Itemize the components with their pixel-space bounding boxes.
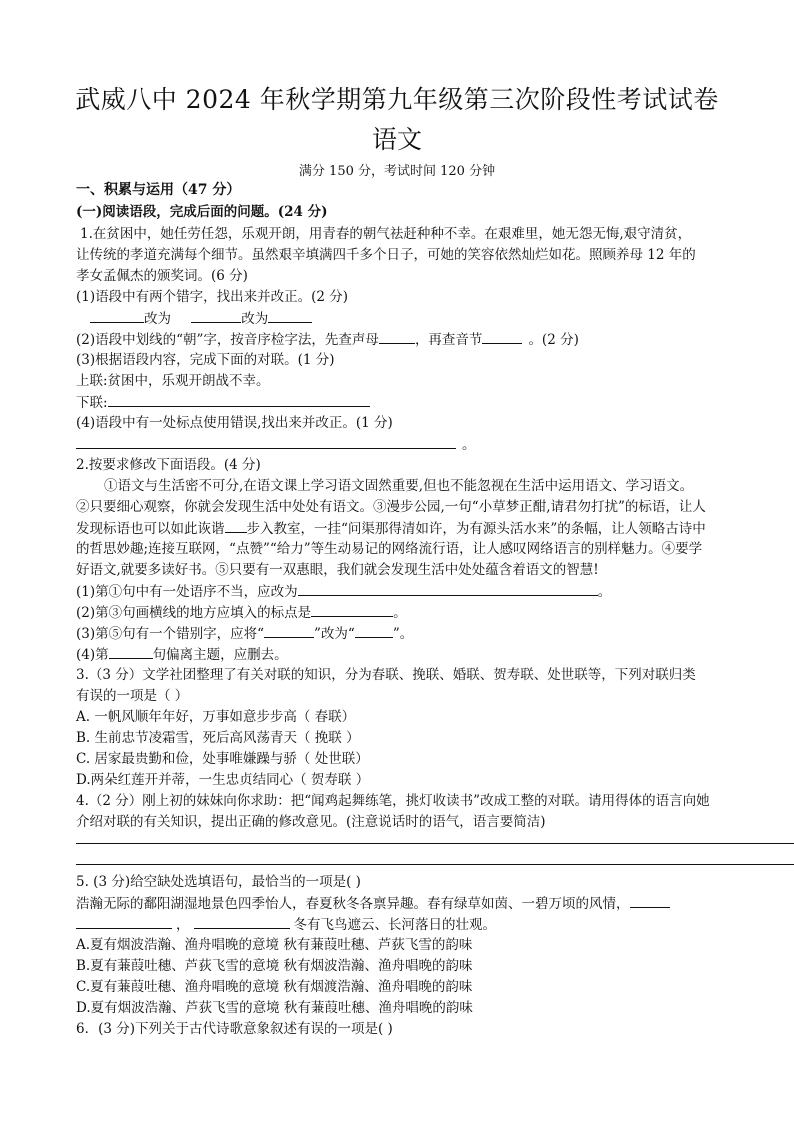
q3-option-b[interactable]: B. 生前忠节凌霜雪，死后高风荡青天（ 挽联 ） [76, 730, 360, 746]
q5-option-b[interactable]: B.夏有蒹葭吐穗、芦荻飞雪的意境 秋有烟波浩瀚、渔舟唱晚的韵味 [76, 958, 473, 974]
answer-blank[interactable] [90, 308, 144, 323]
couplet-lower: 下联: [76, 392, 370, 413]
q1-sub-3: (3)根据语段内容，完成下面的对联。(1 分) [76, 352, 335, 368]
q1-sub-4: (4)语段中有一处标点使用错误,找出来并改正。(1 分) [76, 415, 393, 431]
q1-sub-2: (2)语段中划线的“朝”字，按音序检字法，先查声母 ，再查音节 。(2 分) [76, 329, 579, 350]
q3-option-d[interactable]: D.两朵红莲开并蒂，一生忠贞结同心（ 贺寿联 ） [76, 772, 370, 788]
answer-blank[interactable] [108, 392, 370, 407]
q2-sub-1: (1)第①句中有一处语序不当，应改为 。 [76, 581, 611, 602]
q5-heading: 5. (3 分)给空缺处选填语句，最恰当的一项是( ) [76, 874, 361, 890]
answer-blank[interactable] [109, 644, 153, 659]
q1-sub-1: (1)语段中有两个错字，找出来并改正。(2 分) [76, 289, 349, 305]
q4-paragraph-1: 4.（2 分）刚上初的妹妹向你求助：把“闻鸡起舞练笔，挑灯收读书”改成工整的对联。请用得体的语言向她 [76, 793, 710, 809]
answer-blank[interactable] [268, 308, 312, 323]
answer-blank[interactable] [311, 602, 393, 617]
q1-paragraph-3: 孝女孟佩杰的颁奖词。(6 分) [76, 268, 248, 284]
q3-heading-2: 有误的一项是（ ） [76, 688, 189, 704]
sub-heading: (一)阅读语段，完成后面的问题。(24 分) [76, 204, 328, 220]
exam-title: 武威八中 2024 年秋学期第九年级第三次阶段性考试试卷 [75, 85, 719, 114]
q2-paragraph-2: ②只要细心观察，你就会发现生活中处处有语文。③漫步公园,一句“小草梦正酣,请君勿打扰”的标语，让人 [76, 499, 706, 515]
q3-option-c[interactable]: C. 居家最贵勤和俭，处事唯嫌躁与骄（ 处世联） [76, 751, 369, 767]
q5-paragraph-1: 浩瀚无际的鄱阳湖湿地景色四季怡人，春夏秋冬各禀异趣。春有绿草如茵、一碧万顷的风情， [76, 893, 670, 914]
answer-blank[interactable] [482, 329, 522, 344]
answer-blank[interactable] [355, 623, 393, 638]
q1-sub-4-answer: 。 [76, 434, 476, 455]
answer-blank[interactable] [76, 434, 456, 449]
q4-paragraph-2: 介绍对联的有关知识，提出正确的修改意见。(注意说话时的语气，语言要简洁) [76, 814, 546, 830]
answer-blank[interactable] [264, 623, 314, 638]
q2-sub-3: (3)第⑤句有一个错别字，应将“ ”改为“ ”。 [76, 623, 413, 644]
q2-paragraph-1: ①语文与生活密不可分,在语文课上学习语文固然重要,但也不能忽视在生活中运用语文、学习语文。 [104, 478, 694, 494]
answer-blank[interactable] [298, 581, 598, 596]
exam-meta: 满分 150 分，考试时间 120 分钟 [298, 164, 496, 179]
q5-option-c[interactable]: C.夏有蒹葭吐穗、渔舟唱晚的意境 秋有烟渡浩瀚、渔舟唱晚的韵味 [76, 979, 473, 995]
q3-heading-1: 3.（3 分）文学社团整理了有关对联的知识，分为春联、挽联、婚联、贺寿联、处世联等，下列对联归类 [76, 667, 696, 683]
answer-line[interactable] [76, 843, 794, 844]
answer-blank[interactable] [194, 914, 290, 929]
q6-heading: 6．(3 分)下列关于古代诗歌意象叙述有误的一项是( ) [76, 1021, 393, 1037]
q5-paragraph-2: ， 冬有飞鸟遮云、长河落日的壮观。 [76, 914, 496, 935]
q2-paragraph-5: 好语文,就要多读好书。⑤只要有一双惠眼，我们就会发现生活中处处蕴含着语文的智慧! [76, 562, 599, 578]
q5-option-d[interactable]: D.夏有烟波浩瀚、芦荻飞雪的意境 秋有蒹葭吐穗、渔舟唱晚的韵味 [76, 1000, 473, 1016]
q1-paragraph-1: 1.在贫困中，她任劳任怨，乐观开朗，用青春的朝气祛赶种种不幸。在艰难里，她无怨无悔,艰守清贫， [80, 226, 692, 242]
q2-paragraph-4: 的哲思妙趣;连接互联网，“点赞”“给力”等生动易记的网络流行语，让人感叹网络语言的别样魅力。④要学 [76, 541, 703, 557]
section-heading: 一、积累与运用（47 分） [76, 182, 241, 198]
q2-paragraph-3: 发现标语也可以如此诙谐 步入教室，一挂“问渠那得清如许，为有源头活水来”的条幅，让人领略古诗中 [76, 518, 706, 539]
q2-heading: 2.按要求修改下面语段。(4 分) [76, 457, 261, 473]
answer-line[interactable] [76, 864, 794, 865]
answer-blank[interactable] [379, 329, 415, 344]
answer-blank[interactable] [225, 518, 247, 533]
answer-blank[interactable] [191, 308, 241, 323]
q3-option-a[interactable]: A. 一帆风顺年年好，万事如意步步高（ 春联） [76, 709, 356, 725]
q1-sub-1-answer: 改为 改为 [90, 308, 312, 329]
answer-blank[interactable] [76, 914, 172, 929]
couplet-upper: 上联:贫困中，乐观开朗战不幸。 [76, 373, 270, 389]
q2-sub-4: (4)第 句偏离主题，应删去。 [76, 644, 288, 665]
q2-sub-2: (2)第③句画横线的地方应填入的标点是 。 [76, 602, 407, 623]
q1-paragraph-2: 让传统的孝道充满每个细节。虽然艰辛填满四千多个日子，可她的笑容依然灿烂如花。照顾养母 12 年的 [76, 247, 696, 263]
subject-title: 语文 [371, 125, 422, 154]
q5-option-a[interactable]: A.夏有烟波浩瀚、渔舟唱晚的意境 秋有蒹葭吐穗、芦荻飞雪的韵味 [76, 937, 473, 953]
answer-blank[interactable] [630, 893, 670, 908]
